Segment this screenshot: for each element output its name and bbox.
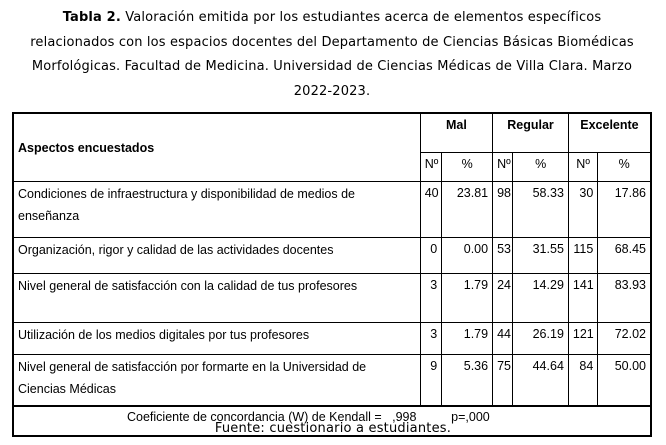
aspect-cell: Utilización de los medios digitales por tus profesores — [13, 323, 420, 355]
value-cell: 83.93 — [598, 274, 651, 323]
value-cell: 0.00 — [442, 238, 493, 274]
value-cell: 84 — [568, 355, 597, 407]
group-header-excelente: Excelente — [568, 113, 651, 153]
value-cell: 115 — [568, 238, 597, 274]
subheader-cell: % — [442, 153, 493, 182]
value-cell: 40 — [420, 182, 441, 238]
aspect-cell: Condiciones de infraestructura y disponibilidad de medios de enseñanza — [13, 182, 420, 238]
value-cell: 72.02 — [598, 323, 651, 355]
group-header-regular: Regular — [493, 113, 569, 153]
value-cell: 1.79 — [442, 274, 493, 323]
value-cell: 98 — [493, 182, 513, 238]
value-cell: 68.45 — [598, 238, 651, 274]
caption-label: Tabla 2. — [62, 10, 121, 25]
aspect-cell: Organización, rigor y calidad de las actividades docentes — [13, 238, 420, 274]
subheader-cell: % — [513, 153, 568, 182]
value-cell: 58.33 — [513, 182, 568, 238]
value-cell: 30 — [568, 182, 597, 238]
caption-line-2: relacionados con los espacios docentes del Departamento de Ciencias Básicas Biomédicas — [30, 34, 634, 50]
value-cell: 3 — [420, 323, 441, 355]
value-cell: 1.79 — [442, 323, 493, 355]
value-cell: 3 — [420, 274, 441, 323]
caption-line-3: Morfológicas. Facultad de Medicina. Universidad de Ciencias Médicas de Villa Clara. Marzo — [31, 59, 633, 74]
table-caption — [14, 6, 650, 104]
value-cell: 14.29 — [513, 274, 568, 323]
value-cell: 53 — [493, 238, 513, 274]
value-cell: 44.64 — [513, 355, 568, 407]
caption-line-1: Valoración emitida por los estudiantes acerca de elementos específicos — [120, 10, 602, 25]
subheader-cell: Nº — [493, 153, 513, 182]
kendall-p-value: p=,000 — [451, 410, 490, 424]
subheader-cell: Nº — [568, 153, 597, 182]
table-row — [13, 355, 651, 407]
caption-line-4: 2022-2023. — [293, 83, 371, 99]
group-header-mal: Mal — [420, 113, 492, 153]
value-cell: 23.81 — [442, 182, 493, 238]
value-cell: 44 — [493, 323, 513, 355]
table-row — [13, 182, 651, 238]
results-table — [12, 112, 652, 437]
value-cell: 9 — [420, 355, 441, 407]
source-note: Fuente: cuestionario a estudiantes. — [214, 421, 452, 436]
table-row — [13, 238, 651, 274]
value-cell: 26.19 — [513, 323, 568, 355]
kendall-label: Coeficiente de concordancia (W) de Kendall = — [127, 410, 382, 424]
aspect-cell: Nivel general de satisfacción con la calidad de tus profesores — [13, 274, 420, 323]
header-row — [13, 113, 651, 153]
aspect-cell: Nivel general de satisfacción por formarte en la Universidad de Ciencias Médicas — [13, 355, 420, 407]
value-cell: 0 — [420, 238, 441, 274]
subheader-cell: Nº — [420, 153, 441, 182]
kendall-w-value: ,998 — [392, 410, 417, 424]
value-cell: 121 — [568, 323, 597, 355]
value-cell: 24 — [493, 274, 513, 323]
value-cell: 5.36 — [442, 355, 493, 407]
value-cell: 50.00 — [598, 355, 651, 407]
table-row — [13, 323, 651, 355]
value-cell: 75 — [493, 355, 513, 407]
value-cell: 17.86 — [598, 182, 651, 238]
table-row — [13, 274, 651, 323]
subheader-cell: % — [598, 153, 651, 182]
aspect-header: Aspectos encuestados — [13, 113, 420, 182]
value-cell: 31.55 — [513, 238, 568, 274]
value-cell: 141 — [568, 274, 597, 323]
